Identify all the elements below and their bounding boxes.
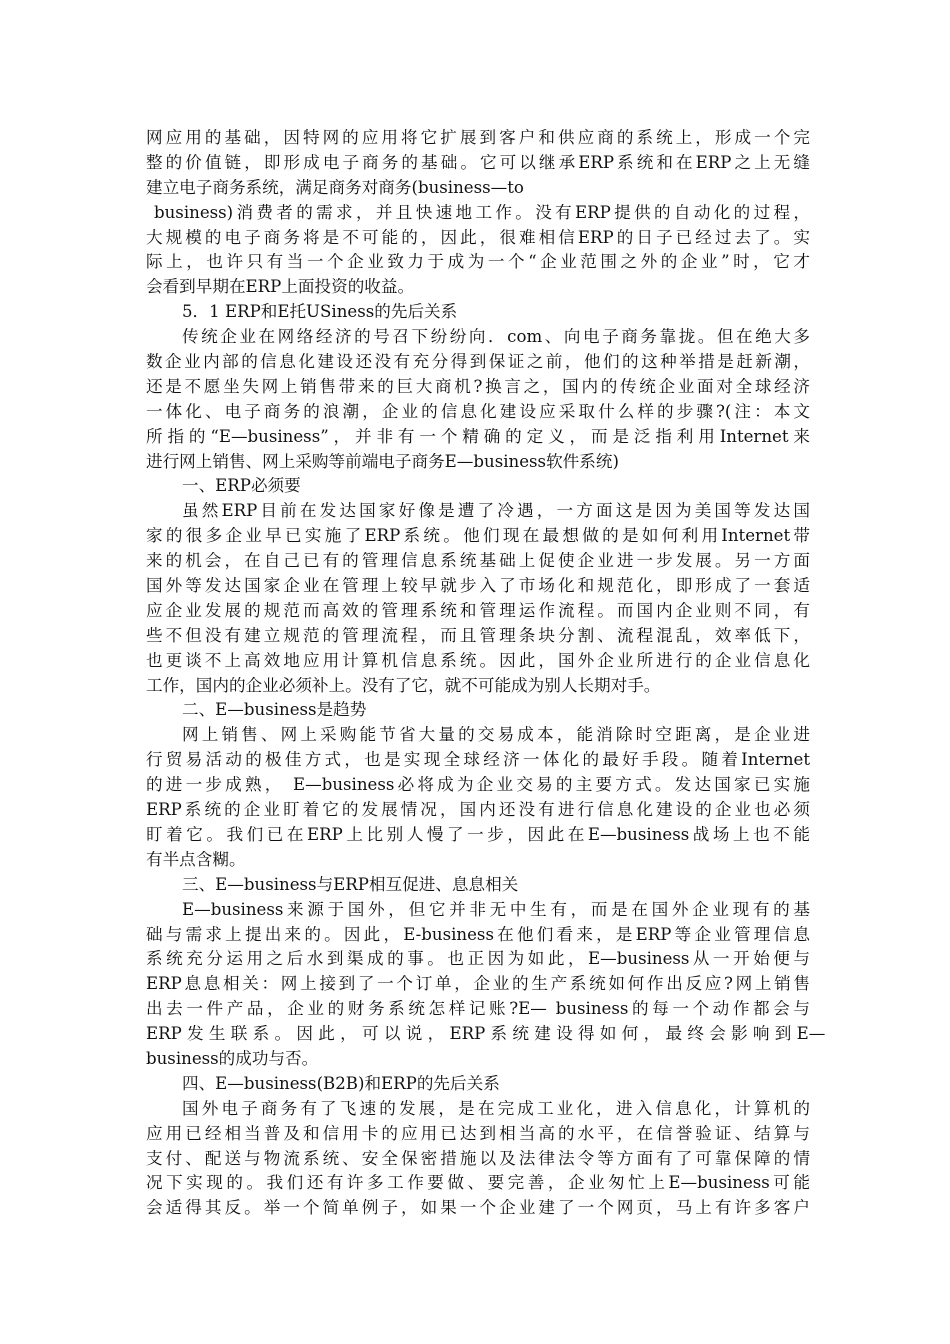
text-line: 网应用的基础，因特网的应用将它扩展到客户和供应商的系统上，形成一个完	[146, 128, 810, 147]
text-line: 况下实现的。我们还有许多工作要做、要完善，企业匆忙上E—business可能	[146, 1173, 810, 1193]
text-line: 大规模的电子商务将是不可能的，因此，很难相信ERP的日子已经过去了。实	[146, 227, 810, 247]
text-line: 支付、配送与物流系统、安全保密措施以及法律法令等方面有了可靠保障的情	[146, 1148, 810, 1168]
text-line: 系统充分运用之后水到渠成的事。也正因为如此，E—business从一开始便与	[146, 949, 810, 969]
document-page	[146, 126, 826, 1221]
text-line: 些不但没有建立规范的管理流程，而且管理条块分割、流程混乱，效率低下，	[146, 625, 810, 645]
text-line: 会看到早期在ERP上面投资的收益。	[146, 277, 415, 297]
text-line: 出去一件产品，企业的财务系统怎样记账?E— business的每一个动作都会与	[146, 999, 810, 1019]
text-line: 有半点含糊。	[146, 849, 246, 869]
text-line: 盯着它。我们已在ERP上比别人慢了一步，因此在E—business战场上也不能	[146, 824, 810, 844]
text-line: 国外等发达国家企业在管理上较早就步入了市场化和规范化，即形成了一套适	[146, 576, 810, 596]
text-line: 数企业内部的信息化建设还没有充分得到保证之前，他们的这种举措是赶新潮，	[146, 352, 810, 372]
section-heading: 二、E—business是趋势	[182, 700, 367, 720]
text-line: 虽然ERP目前在发达国家好像是遭了冷遇，一方面这是因为美国等发达国	[182, 501, 810, 521]
text-line: ERP息息相关：网上接到了一个订单，企业的生产系统如何作出反应?网上销售	[146, 974, 810, 994]
text-line: ERP系统的企业盯着它的发展情况，国内还没有进行信息化建设的企业也必须	[146, 800, 810, 820]
text-line: business的成功与否。	[146, 1048, 319, 1068]
text-line: 网上销售、网上采购能节省大量的交易成本，能消除时空距离，是企业进	[182, 725, 810, 745]
text-line: 础与需求上提出来的。因此，E-business在他们看来，是ERP等企业管理信息	[146, 924, 810, 944]
text-line: 国外电子商务有了飞速的发展，是在完成工业化，进入信息化，计算机的	[182, 1098, 810, 1118]
section-heading: 5．1 ERP和E托USiness的先后关系	[182, 302, 458, 322]
text-line: E—business来源于国外，但它并非无中生有，而是在国外企业现有的基	[182, 899, 810, 919]
text-line: 会适得其反。举一个简单例子，如果一个企业建了一个网页，马上有许多客户	[146, 1198, 810, 1218]
text-line: ERP 发 生 联 系 。 因 此 ， 可 以 说 ， ERP 系 统 建 设 得 如 何 ， 最 终 会 影 响 到 E—	[146, 1024, 826, 1044]
text-line: 行贸易活动的极佳方式，也是实现全球经济一体化的最好手段。随着Internet	[146, 750, 810, 770]
text-line: 家的很多企业早已实施了ERP系统。他们现在最想做的是如何利用Internet带	[146, 526, 810, 546]
text-line: 还是不愿坐失网上销售带来的巨大商机?换言之，国内的传统企业面对全球经济	[146, 376, 810, 396]
text-line: 进行网上销售、网上采购等前端电子商务E—business软件系统)	[146, 451, 619, 471]
text-line: 际上，也许只有当一个企业致力于成为一个“企业范围之外的企业”时，它才	[146, 252, 810, 272]
text-line: 整的价值链，即形成电子商务的基础。它可以继承ERP系统和在ERP之上无缝	[146, 152, 810, 172]
text-line: 建立电子商务系统，满足商务对商务(business—to	[146, 177, 524, 197]
text-line: 来的机会，在自己已有的管理信息系统基础上促使企业进一步发展。另一方面	[146, 551, 810, 571]
text-line: 所指的“E—business”，并非有一个精确的定义，而是泛指利用Internet来	[146, 426, 810, 446]
text-line: 应企业发展的规范而高效的管理系统和管理运作流程。而国内企业则不同，有	[146, 600, 810, 620]
section-heading: 一、ERP必须要	[182, 476, 301, 496]
text-line: 应用已经相当普及和信用卡的应用已达到相当高的水平，在信誉验证、结算与	[146, 1123, 810, 1143]
text-line: 一体化、电子商务的浪潮，企业的信息化建设应采取什么样的步骤?(注：本文	[146, 401, 810, 421]
text-line: 传统企业在网络经济的号召下纷纷向．com、向电子商务靠拢。但在绝大多	[182, 327, 810, 347]
section-heading: 三、E—business与ERP相互促进、息息相关	[182, 874, 519, 894]
text-line: 工作，国内的企业必须补上。没有了它，就不可能成为别人长期对手。	[146, 675, 661, 695]
text-line: business)消费者的需求，并且快速地工作。没有ERP提供的自动化的过程，	[154, 202, 810, 222]
section-heading: 四、E—business(B2B)和ERP的先后关系	[182, 1073, 500, 1093]
text-line: 的进一步成熟， E—business必将成为企业交易的主要方式。发达国家已实施	[146, 775, 810, 795]
text-line: 也更谈不上高效地应用计算机信息系统。因此，国外企业所进行的企业信息化	[146, 650, 810, 670]
